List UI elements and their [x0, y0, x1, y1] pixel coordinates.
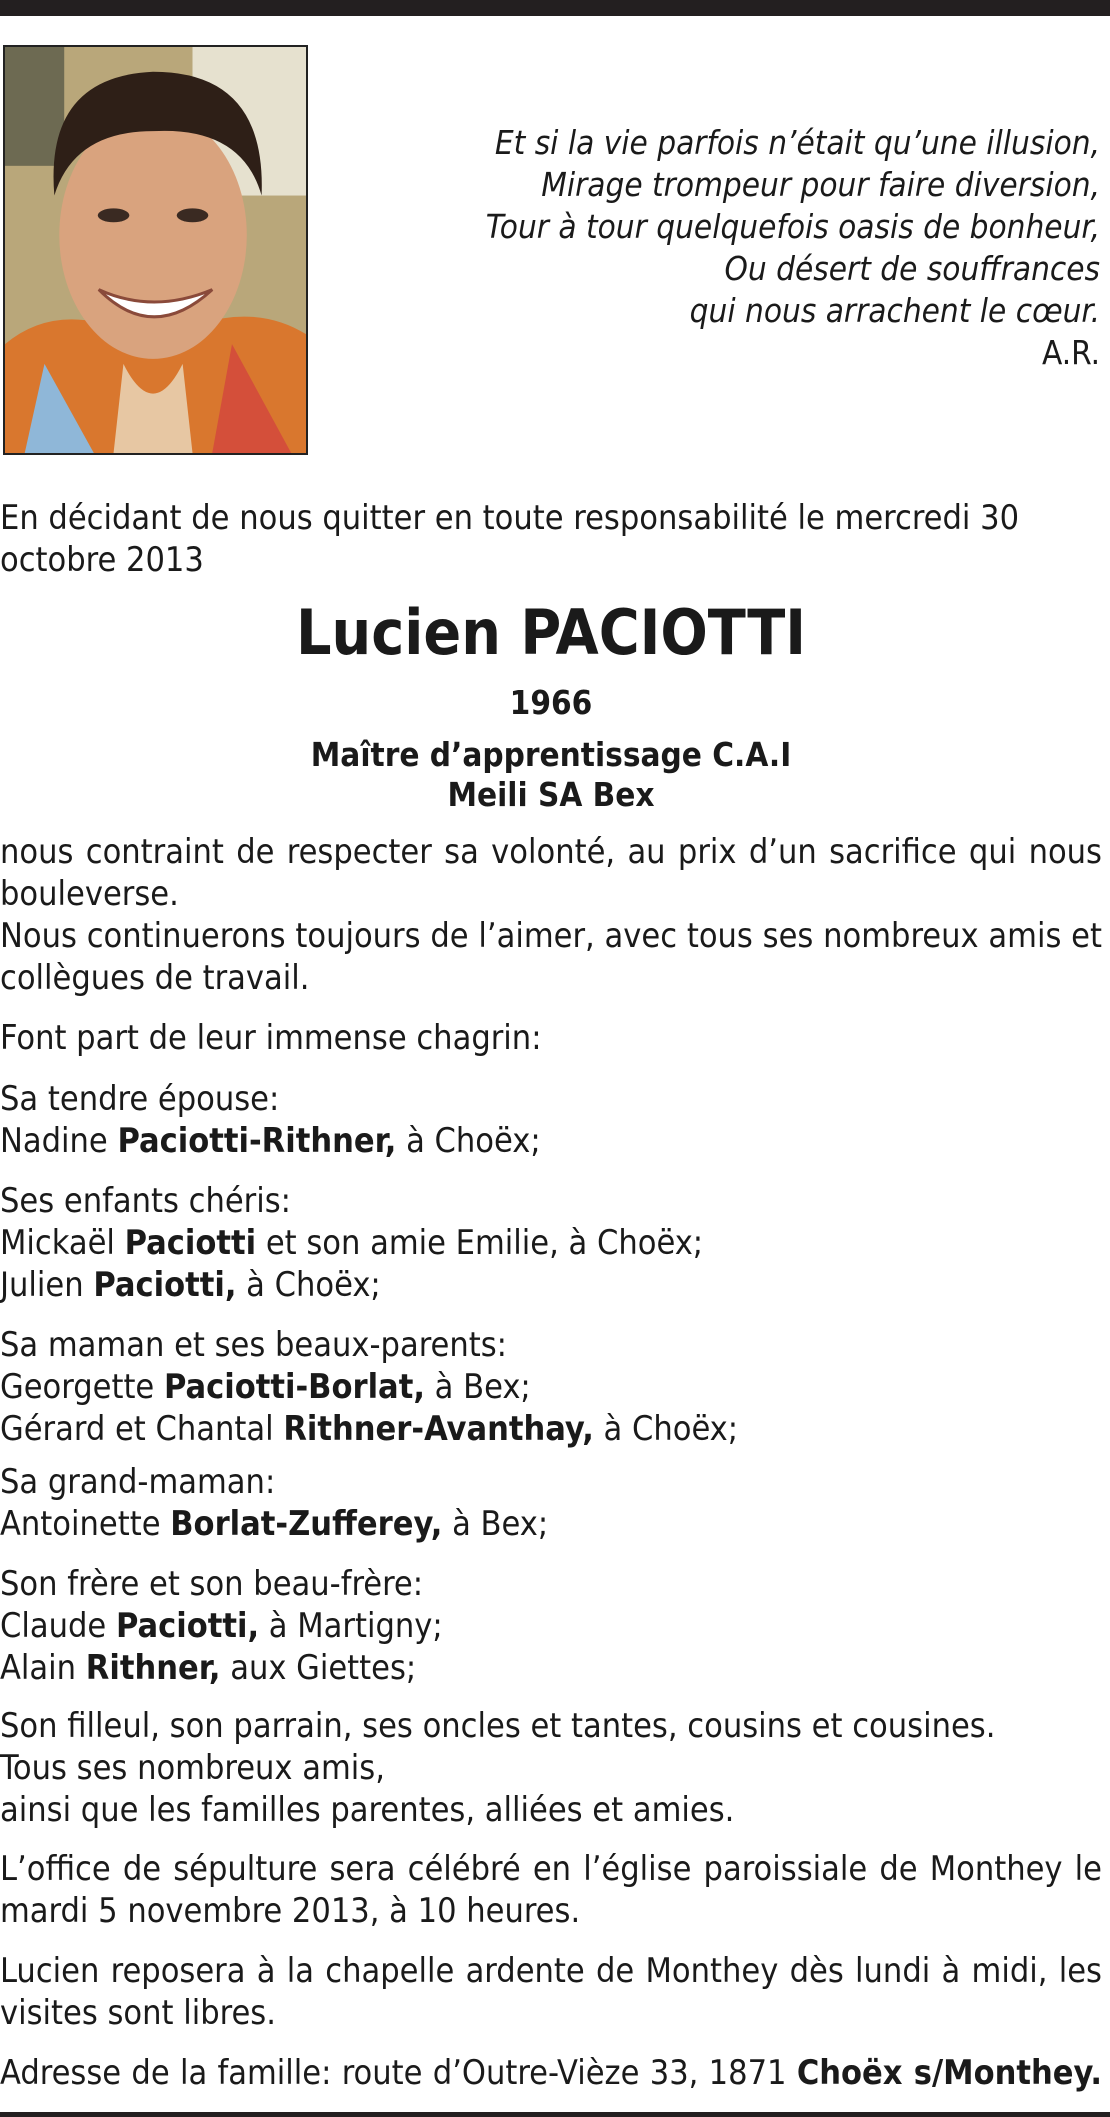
brother-in-law-line: Alain Rithner, aux Giettes;	[0, 1648, 417, 1688]
family-others-block	[0, 1705, 1102, 1831]
child-line: Mickaël Paciotti et son amie Emilie, à Choëx;	[0, 1223, 704, 1263]
deceased-name: Lucien PACIOTTI	[295, 596, 807, 669]
grandma-line: Antoinette Borlat-Zufferey, à Bex;	[0, 1504, 549, 1544]
others-line: Son filleul, son parrain, ses oncles et tantes, cousins et cousines.	[0, 1706, 996, 1746]
brothers-heading: Son frère et son beau-frère:	[0, 1564, 424, 1604]
poem-line: Tour à tour quelquefois oasis de bonheur,	[485, 207, 1100, 246]
family-grandma-block	[0, 1461, 1102, 1545]
top-rule	[0, 0, 1110, 16]
grandma-heading: Sa grand-maman:	[0, 1462, 276, 1502]
poem-author: A.R.	[1041, 333, 1100, 372]
poem-line: qui nous arrachent le cœur.	[689, 291, 1100, 330]
poem-line: Et si la vie parfois n’était qu’une illusion,	[494, 123, 1100, 162]
family-spouse-block	[0, 1078, 1102, 1162]
intro-text: En décidant de nous quitter en toute responsabilité le mercredi 30 octobre 2013	[0, 498, 1020, 580]
address-town: Choëx s/Monthey.	[796, 2053, 1102, 2093]
poem	[380, 122, 1100, 374]
poem-line: Mirage trompeur pour faire diversion,	[541, 165, 1100, 204]
family-parents-block	[0, 1324, 1102, 1450]
others-line: ainsi que les familles parentes, alliées et amies.	[0, 1790, 735, 1830]
family-children-block	[0, 1180, 1102, 1306]
family-address	[0, 2052, 1102, 2094]
children-heading: Ses enfants chéris:	[0, 1181, 291, 1221]
mother-line: Georgette Paciotti-Borlat, à Bex;	[0, 1367, 531, 1407]
spouse-line: Nadine Paciotti-Rithner, à Choëx;	[0, 1121, 541, 1161]
others-line: Tous ses nombreux amis,	[0, 1748, 385, 1788]
chapel-paragraph: Lucien reposera à la chapelle ardente de Monthey dès lundi à midi, les visites sont libres.	[0, 1951, 1102, 2033]
inlaws-line: Gérard et Chantal Rithner-Avanthay, à Choëx;	[0, 1409, 739, 1449]
address-text: Adresse de la famille: route d’Outre-Vièze 33, 1871	[0, 2053, 787, 2093]
paragraph-love: Nous continuerons toujours de l’aimer, avec tous ses nombreux amis et collègues de travail.	[0, 916, 1102, 998]
poem-line: Ou désert de souffrances	[724, 249, 1100, 288]
family-brothers-block	[0, 1563, 1102, 1689]
parents-heading: Sa maman et ses beaux-parents:	[0, 1325, 507, 1365]
portrait-photo	[3, 45, 308, 455]
paragraph-announce: Font part de leur immense chagrin:	[0, 1018, 542, 1058]
brother-line: Claude Paciotti, à Martigny;	[0, 1606, 443, 1646]
bottom-rule	[0, 2112, 1110, 2117]
birth-year: 1966	[509, 683, 593, 722]
spouse-heading: Sa tendre épouse:	[0, 1079, 280, 1119]
paragraph-decision: nous contraint de respecter sa volonté, au prix d’un sacrifice qui nous bouleverse.	[0, 832, 1102, 914]
employer: Meili SA Bex	[447, 775, 655, 814]
child-line: Julien Paciotti, à Choëx;	[0, 1265, 381, 1305]
service-paragraph: L’office de sépulture sera célébré en l’église paroissiale de Monthey le mardi 5 novembre 2013, à 10 heures.	[0, 1849, 1102, 1931]
job-title: Maître d’apprentissage C.A.I	[310, 735, 792, 774]
